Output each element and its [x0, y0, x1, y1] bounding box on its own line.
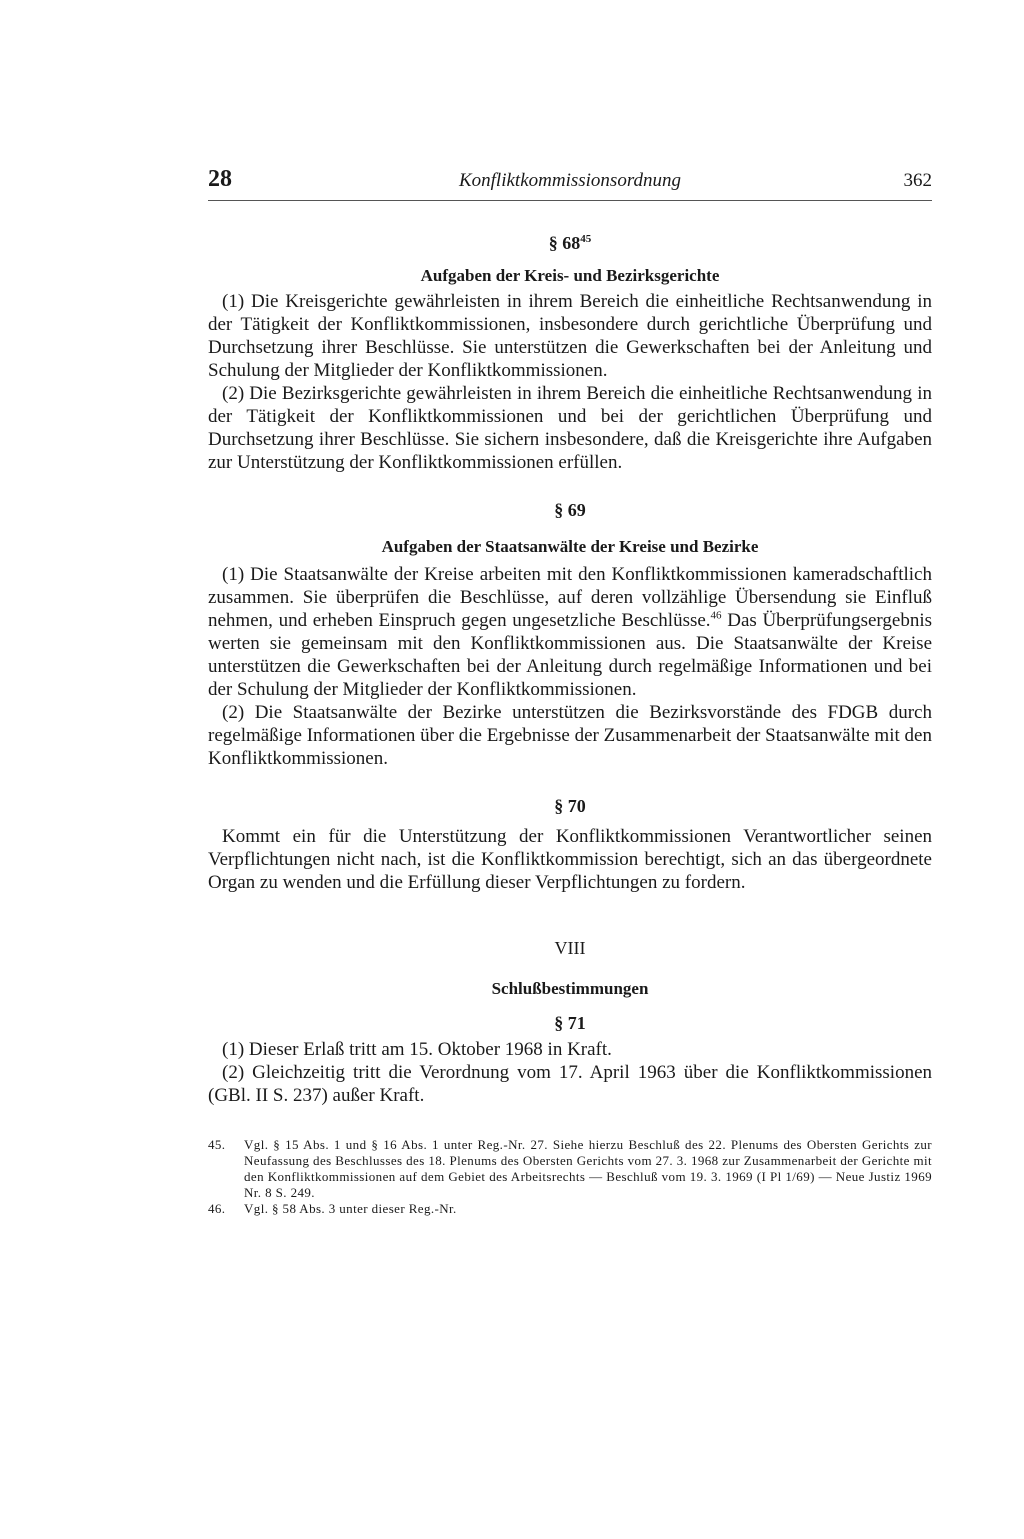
section-69-heading: § 69 — [554, 500, 586, 520]
chapter-title: Schlußbestimmungen — [491, 979, 649, 998]
section-70-heading: § 70 — [554, 796, 586, 816]
section-number: § 68 — [548, 233, 581, 253]
footnote-ref-46: 46 — [710, 609, 722, 622]
section-69-paragraph-2: (2) Die Staatsanwälte der Bezirke unterstützen die Bezirksvorstände des FDGB durch regelmäßige Informationen über die Ergebnisse der Zusammenarbeit der Staatsanwälte mit den Konfliktkommissionen. — [208, 702, 932, 769]
section-69-paragraph-1: (1) Die Staatsanwälte der Kreise arbeiten mit den Konfliktkommissionen kameradschaftlich zusammen. Sie überprüfen die Beschlüsse, auf deren vollzählige Übersendung sie Einfluß nehmen, und erheben Einspruch gegen ungesetzliche Beschlüsse.$^{46}$ Das Überprüfungsergebnis werten sie gemeinsam mit den Konfliktkommissionen aus. Die Staatsanwälte der Kreise unterstützen die Gewerkschaften bei der Anleitung durch regelmäßige Informationen und bei der Schulung der Mitglieder der Konfliktkommissionen. — [208, 564, 932, 700]
section-71-paragraph-1: (1) Dieser Erlaß tritt am 15. Oktober 1968 in Kraft. — [222, 1039, 612, 1060]
section-68-paragraph-2: (2) Die Bezirksgerichte gewährleisten in ihrem Bereich die einheitliche Rechtsanwendung in der Tätigkeit der Konfliktkommissionen und bei der gerichtlichen Überprüfung und Durchsetzung ihrer Beschlüsse. Sie sichern insbesondere, daß die Kreisgerichte ihre Aufgaben zur Unterstützung der Konfliktkommissionen erfüllen. — [208, 383, 932, 473]
chapter-number: VIII — [554, 938, 586, 958]
footnotes — [208, 1137, 932, 1217]
section-71-paragraph-2: (2) Gleichzeitig tritt die Verordnung vom 17. April 1963 über die Konfliktkommissionen (GBl. II S. 237) außer Kraft. — [208, 1062, 932, 1106]
register-number: 362 — [903, 170, 932, 191]
section-71-heading: § 71 — [554, 1013, 586, 1033]
section-68-paragraph-1: (1) Die Kreisgerichte gewährleisten in ihrem Bereich die einheitliche Rechtsanwendung in der Tätigkeit der Konfliktkommissionen, insbesondere durch gerichtliche Überprüfung und Durchsetzung ihrer Beschlüsse. Sie unterstützen die Gewerkschaften bei der Anleitung und Schulung der Mitglieder der Konfliktkommissionen. — [208, 291, 932, 381]
footnote-45: 45. Vgl. § 15 Abs. 1 und § 16 Abs. 1 unter Reg.-Nr. 27. Siehe hierzu Beschluß des 22. Plenums des Obersten Gerichts zur Neufassung des Beschlusses des 18. Plenums des Obersten Gerichts vom 27. 3. 1968 zur Zusammenarbeit der Gerichte mit den Konfliktkommissionen auf dem Gebiet des Arbeitsrechts — Beschluß vom 19. 3. 1969 (I Pl 1/69) — Neue Justiz 1969 Nr. 8 S. 249. — [208, 1137, 932, 1200]
running-title: Konfliktkommissionsordnung — [458, 170, 682, 191]
section-68-title: Aufgaben der Kreis- und Bezirksgerichte — [420, 266, 720, 285]
section-68-heading — [208, 233, 932, 254]
page-number: 28 — [208, 166, 232, 192]
section-69-title: Aufgaben der Staatsanwälte der Kreise und Bezirke — [381, 537, 759, 556]
section-70-paragraph: Kommt ein für die Unterstützung der Konfliktkommissionen Verantwortlicher seinen Verpflichtungen nicht nach, ist die Konfliktkommission berechtigt, sich an das übergeordnete Organ zu wenden und die Erfüllung dieser Verpflichtungen zu fordern. — [208, 826, 932, 893]
footnote-ref-45: 45 — [580, 233, 592, 245]
document-page — [208, 160, 932, 1217]
footnote-46: 46. Vgl. § 58 Abs. 3 unter dieser Reg.-Nr. — [208, 1201, 457, 1216]
page-header — [208, 160, 932, 201]
